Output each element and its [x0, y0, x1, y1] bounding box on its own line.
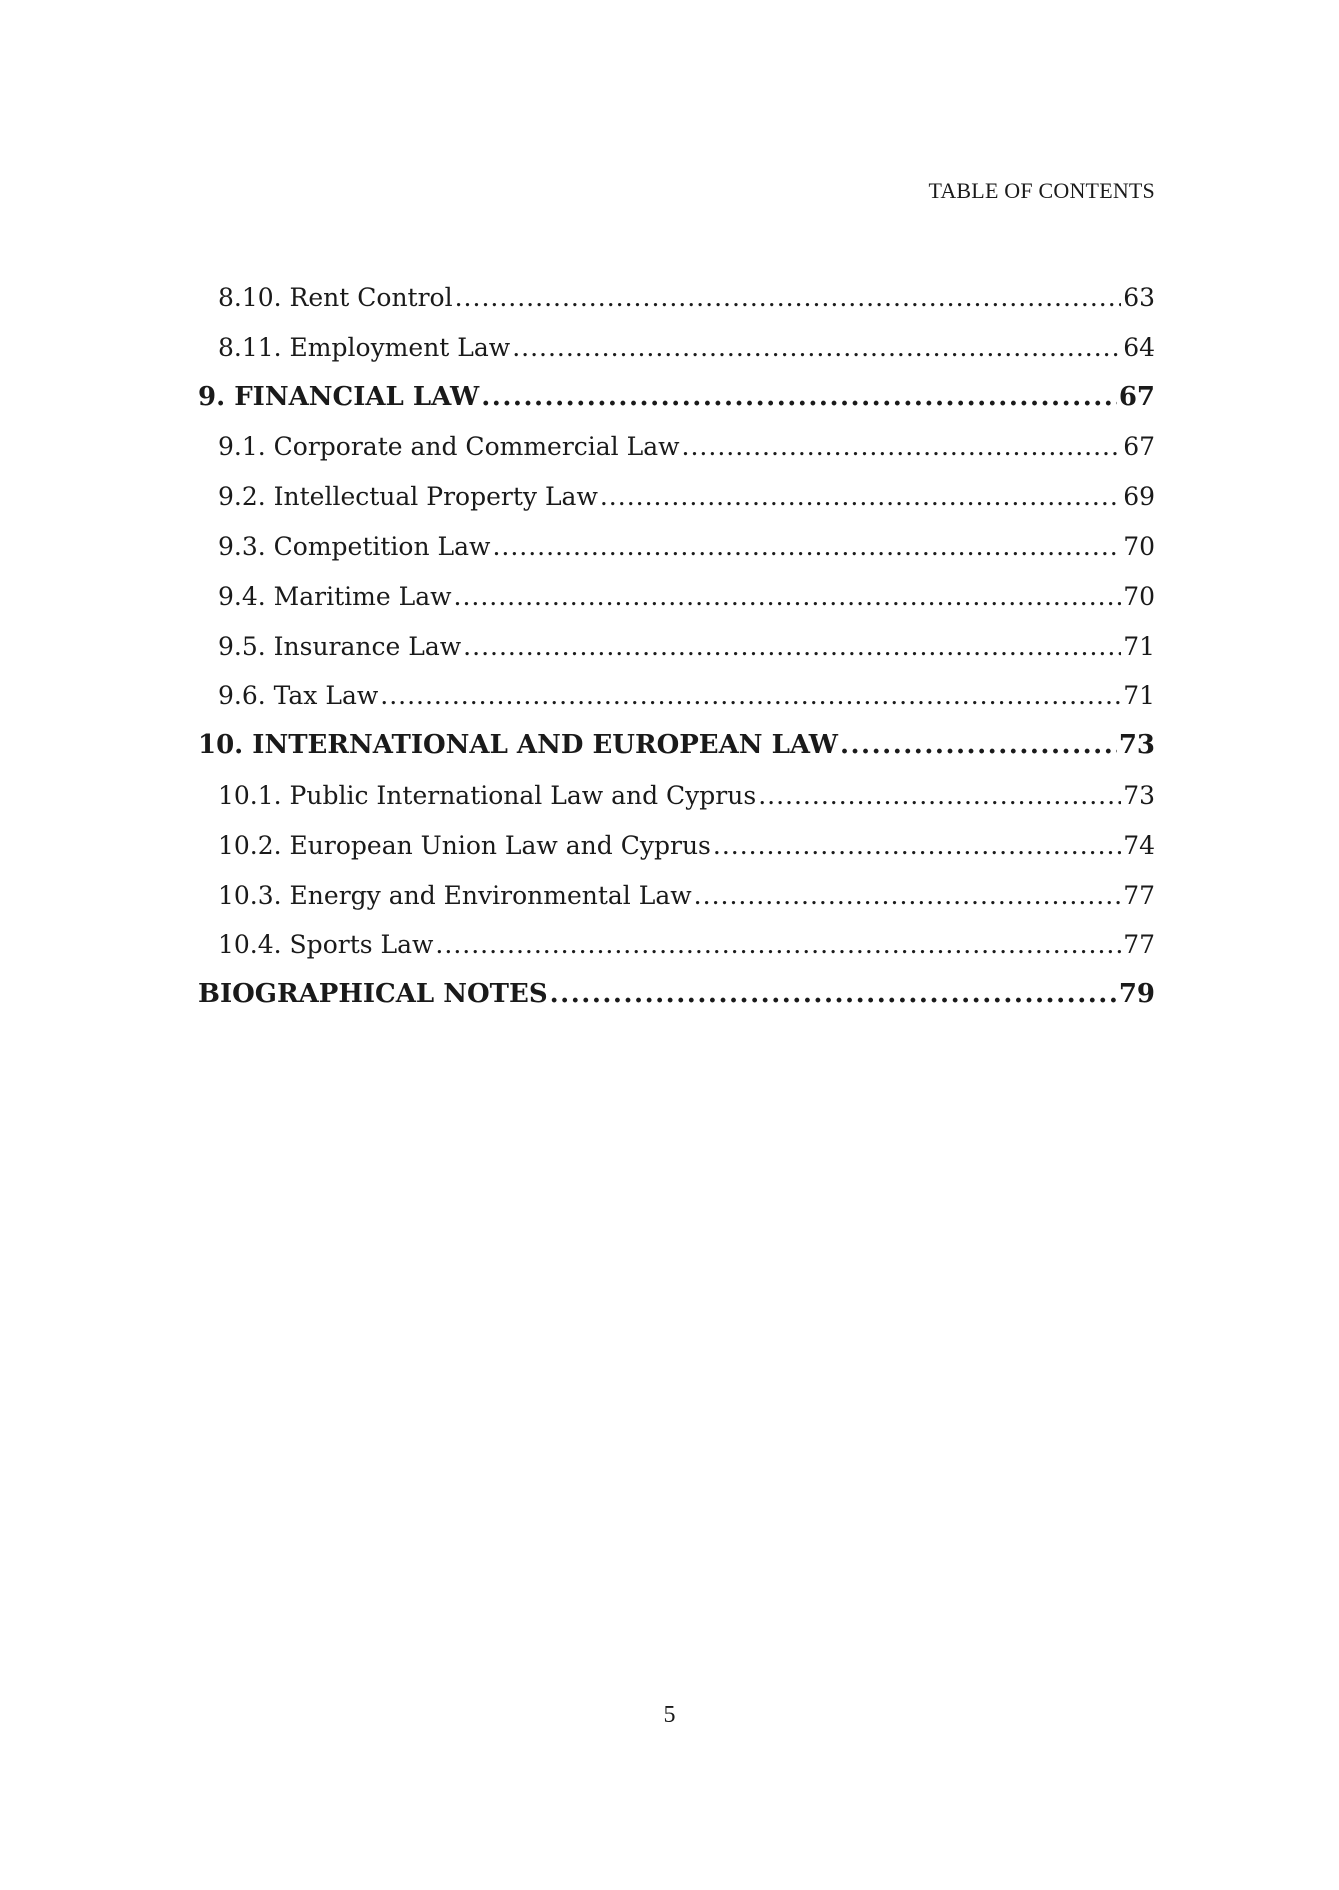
toc-entry-label: 9.2. Intellectual Property Law	[218, 482, 598, 512]
toc-entry-label: 8.11. Employment Law	[218, 332, 511, 362]
toc-entry-page: 67	[1123, 432, 1155, 462]
toc-entry[interactable]	[198, 771, 1155, 821]
toc-entry-page: 69	[1123, 482, 1155, 512]
toc-entry[interactable]	[198, 472, 1155, 522]
toc-chapter-entry[interactable]	[198, 721, 1155, 771]
toc-entry[interactable]	[198, 671, 1155, 721]
toc-entry[interactable]	[198, 572, 1155, 622]
toc-entry-label: 9.4. Maritime Law	[218, 581, 452, 611]
toc-dot-leader	[455, 273, 1122, 323]
toc-dot-leader	[758, 771, 1121, 821]
toc-entry-page: 74	[1123, 830, 1155, 860]
toc-dot-leader	[713, 821, 1121, 871]
toc-dot-leader	[694, 871, 1122, 921]
toc-chapter-label: 10. INTERNATIONAL AND EUROPEAN LAW	[198, 730, 838, 761]
toc-entry-page: 70	[1123, 581, 1155, 611]
toc-entry-page: 77	[1123, 880, 1155, 910]
toc-dot-leader	[600, 472, 1121, 522]
toc-entry-label: 10.1. Public International Law and Cyprus	[218, 780, 757, 810]
toc-entry-page: 71	[1123, 631, 1155, 661]
table-of-contents	[198, 273, 1155, 1020]
toc-entry-label: 9.5. Insurance Law	[218, 631, 462, 661]
toc-chapter-label: 9. FINANCIAL LAW	[198, 381, 480, 412]
toc-chapter-page: 79	[1118, 979, 1155, 1010]
toc-dot-leader	[454, 572, 1122, 622]
toc-entry-label: 10.3. Energy and Environmental Law	[218, 880, 692, 910]
toc-entry-label: 10.2. European Union Law and Cyprus	[218, 830, 711, 860]
toc-chapter-label: BIOGRAPHICAL NOTES	[198, 979, 548, 1010]
toc-entry[interactable]	[198, 522, 1155, 572]
toc-dot-leader	[512, 323, 1121, 373]
toc-entry-label: 9.1. Corporate and Commercial Law	[218, 432, 680, 462]
toc-entry-page: 71	[1123, 681, 1155, 711]
toc-entry-label: 10.4. Sports Law	[218, 930, 434, 960]
toc-entry[interactable]	[198, 622, 1155, 672]
toc-entry-label: 9.6. Tax Law	[218, 681, 379, 711]
toc-entry-page: 70	[1123, 531, 1155, 561]
toc-entry-label: 9.3. Competition Law	[218, 531, 491, 561]
toc-entry-page: 73	[1123, 780, 1155, 810]
toc-dot-leader	[550, 970, 1117, 1020]
toc-entry-page: 63	[1123, 283, 1155, 312]
toc-dot-leader	[380, 671, 1121, 721]
toc-entry-label: 8.10. Rent Control	[218, 283, 453, 312]
toc-dot-leader	[840, 721, 1117, 771]
toc-entry[interactable]	[198, 422, 1155, 472]
toc-entry-page: 64	[1123, 332, 1155, 362]
toc-chapter-page: 73	[1118, 730, 1155, 761]
toc-dot-leader	[435, 920, 1121, 970]
toc-entry[interactable]	[198, 821, 1155, 871]
toc-chapter-page: 67	[1118, 381, 1155, 412]
toc-entry[interactable]	[198, 273, 1155, 323]
toc-entry-page: 77	[1123, 930, 1155, 960]
toc-chapter-entry[interactable]	[198, 373, 1155, 423]
running-header: TABLE OF CONTENTS	[928, 178, 1155, 203]
toc-chapter-entry[interactable]	[198, 970, 1155, 1020]
toc-dot-leader	[463, 622, 1121, 672]
page-number: 5	[663, 1702, 676, 1728]
toc-dot-leader	[481, 373, 1117, 423]
toc-dot-leader	[492, 522, 1121, 572]
toc-entry[interactable]	[198, 920, 1155, 970]
toc-entry[interactable]	[198, 871, 1155, 921]
toc-dot-leader	[682, 422, 1122, 472]
toc-entry[interactable]	[198, 323, 1155, 373]
